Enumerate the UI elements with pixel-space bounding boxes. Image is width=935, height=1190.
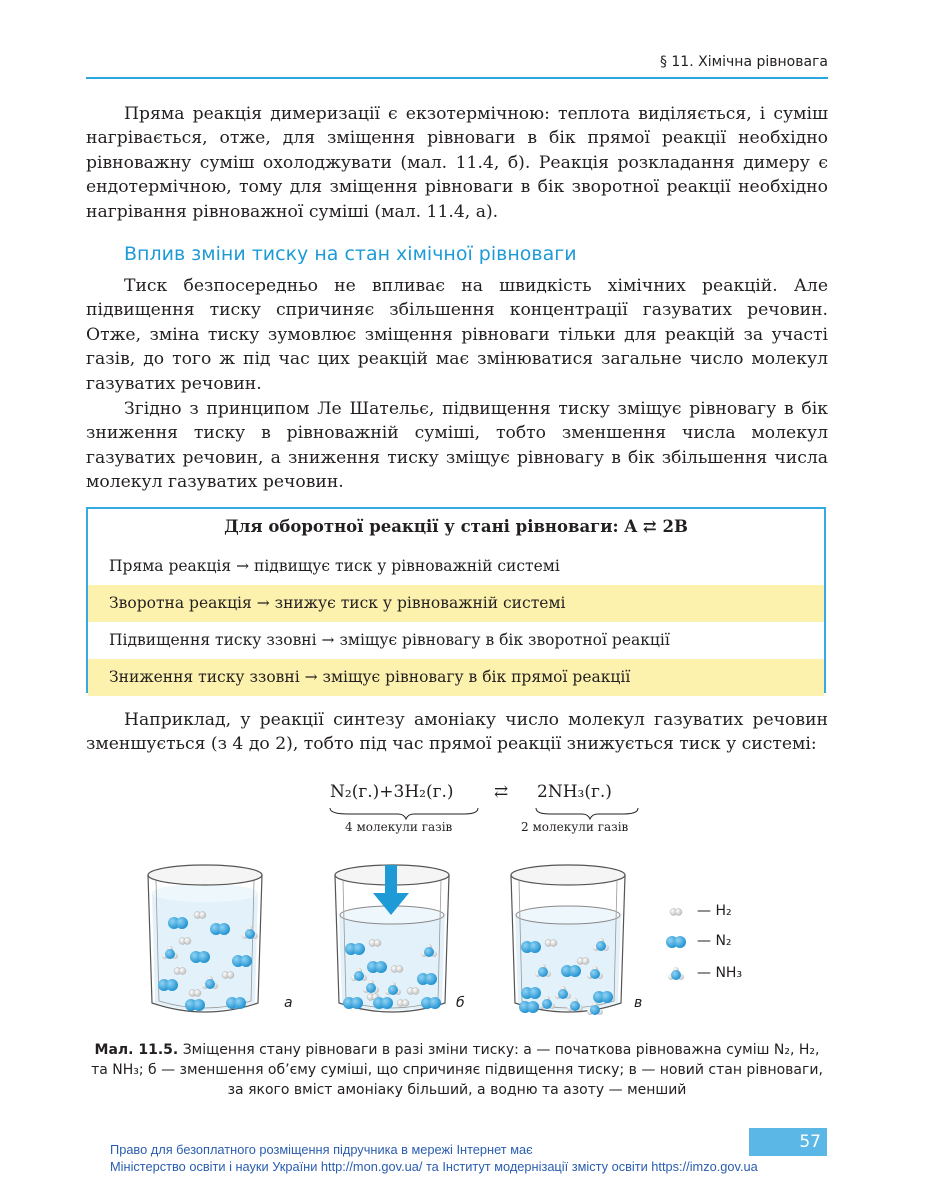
- paragraph-text: Тиск безпосередньо не впливає на швидкість хімічних реакцій. Але підвищення тиску спричиняє збільшення концентрації газуватих речовин. Отже, зміна тиску зумовлює зміщення рівноваги тільки для реакцій за участі газів, до того ж під час цих реакцій має змінюватися загальне число молекул газуватих речовин.: [86, 276, 828, 394]
- header-divider: [86, 77, 828, 79]
- rule-box: [86, 507, 826, 693]
- page-number: 57: [749, 1128, 827, 1156]
- section-title: Вплив зміни тиску на стан хімічної рівноваги: [124, 243, 577, 265]
- legend-nh3: — NH₃: [697, 965, 743, 981]
- legend-molecules: [666, 909, 686, 981]
- paragraph-text: Згідно з принципом Ле Шательє, підвищення тиску зміщує рівновагу в бік зниження тиску в рівноважній суміші, тобто зменшення числа молекул газуватих речовин, а зниження тиску зміщує рівновагу в бік збільшення числа молекул газуватих речовин.: [86, 399, 828, 493]
- caption-text: Зміщення стану рівноваги в разі зміни тиску: а — початкова рівноважна суміш N₂, H₂, та NH₃; б — зменшення об’єму суміші, що спричиняє підвищення тиску; в — новий стан рівноваги, за якого вміст амоніаку більший, а водню та азоту — менший: [91, 1042, 823, 1098]
- paragraph-dimerization: [86, 102, 828, 224]
- beaker-a: [148, 865, 262, 1012]
- beaker-b: [335, 865, 449, 1012]
- n2-molecule-icon: [666, 936, 686, 948]
- h2-molecule-icon: [670, 909, 682, 916]
- equation-arrow: ⇄: [494, 782, 509, 802]
- page-header: [86, 50, 828, 78]
- rule-box-title: Для оборотної реакції у стані рівноваги: A ⇄ 2B: [224, 517, 688, 536]
- figure-caption: [86, 1040, 828, 1100]
- paragraph-le-chatelier: [86, 397, 828, 495]
- nh3-molecule-icon: [668, 967, 684, 980]
- beaker-c: [511, 865, 625, 1015]
- rule-row: Пряма реакція → підвищує тиск у рівноважній системі: [109, 557, 560, 575]
- legend-h2: — H₂: [697, 903, 732, 919]
- figure-letter-c: в: [634, 995, 643, 1011]
- paragraph-pressure: [86, 274, 828, 396]
- equation-right: 2NH₃(г.): [537, 782, 612, 802]
- equation-left: N₂(г.)+3H₂(г.): [330, 782, 454, 802]
- rule-row: Підвищення тиску ззовні → зміщує рівновагу в бік зворотної реакції: [109, 631, 670, 649]
- footer-line-2: Міністерство освіти і науки України http://mon.gov.ua/ та Інститут модернізації змісту освіти https://imzo.gov.ua: [110, 1159, 758, 1174]
- section-header-title: § 11. Хімічна рівновага: [659, 54, 828, 70]
- paragraph-text: Наприклад, у реакції синтезу амоніаку число молекул газуватих речовин зменшується (з 4 до 2), тобто під час прямої реакції знижується тиск у системі:: [86, 710, 828, 755]
- footer-line-1: Право для безоплатного розміщення підручника в мережі Інтернет має: [110, 1142, 533, 1157]
- caption-label: Мал. 11.5.: [94, 1042, 179, 1058]
- figure-letter-b: б: [456, 995, 465, 1011]
- rule-row-highlighted: Зворотна реакція → знижує тиск у рівноважній системі: [88, 585, 824, 622]
- paragraph-text: Пряма реакція димеризації є екзотермічною: теплота виділяється, і суміш нагрівається, отже, для зміщення рівноваги в бік прямої реакції необхідно рівноважну суміш охолоджувати (мал. 11.4, б). Реакція розкладання димеру є ендотермічною, тому для зміщення рівноваги в бік зворотної реакції необхідно нагрівання рівноважної суміші (мал. 11.4, а).: [86, 104, 828, 222]
- paragraph-ammonia: [86, 708, 828, 757]
- legend-n2: — N₂: [697, 933, 732, 949]
- rule-row-highlighted: Зниження тиску ззовні → зміщує рівновагу в бік прямої реакції: [88, 659, 824, 696]
- equation-braces: [328, 806, 648, 820]
- equation-left-label: 4 молекули газів: [345, 820, 453, 834]
- page-footer: [110, 1141, 758, 1175]
- equation-right-label: 2 молекули газів: [521, 820, 629, 834]
- figure-letter-a: а: [284, 995, 293, 1011]
